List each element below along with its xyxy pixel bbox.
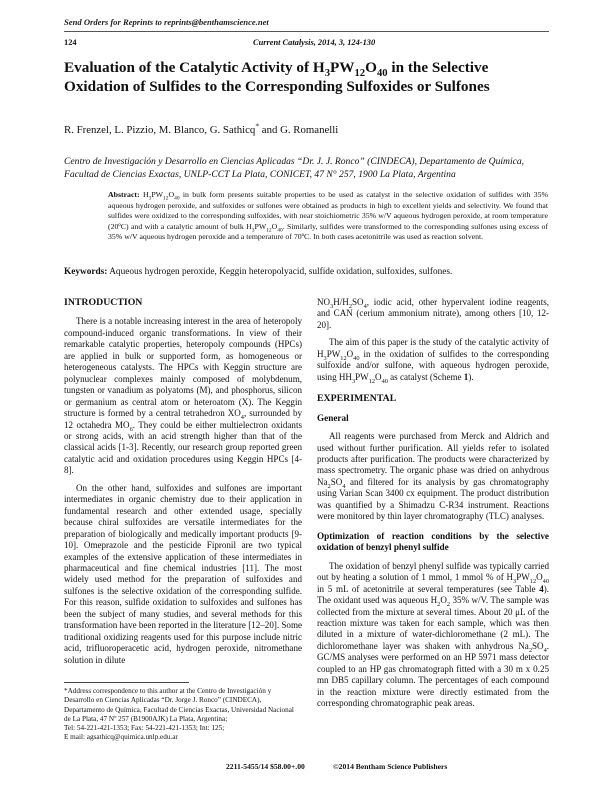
- general-paragraph: All reagents were purchased from Merck and Aldrich and used without further purification. All yields refer to isolated products after purification. The products were characterized by mass spectrometry. The organic phase was dried on anhydrous $Na_2SO_4$ and filtered for its analysis by gas chromatography using Varian Scan 3400 cx equipment. The product distribution was quantified by a Shimadzu C-R34 instrument. Reactions were monitored by thin layer chromatography (TLC) analyses.: [317, 431, 549, 522]
- aim-paragraph: The aim of this paper is the study of the catalytic activity of $H_3PW_{12}O_{40}$ in the oxidation of sulfides to the corresponding sulfoxide and/or sulfone, with aqueous hydrogen peroxide, using $HH_3PW_{12}O_{40}$ as catalyst (Scheme 1).: [317, 337, 549, 385]
- header-rule: [64, 31, 549, 32]
- scheme-ref[interactable]: 1: [463, 371, 469, 382]
- introduction-heading: INTRODUCTION: [64, 297, 143, 308]
- general-heading: General: [317, 412, 349, 423]
- reprint-notice: Send Orders for Reprints to reprints@benthamscience.net: [64, 17, 269, 27]
- affiliation: Centro de Investigación y Desarrollo en Ciencias Aplicadas “Dr. J. J. Ronco” (CINDECA), Departamento de Química, Facultad de Ciencias Exactas, UNLP-CCT La Plata, CONICET, 47 N° 257, 1900 La Plata, Argentina: [64, 156, 525, 180]
- page-number: 124: [64, 38, 77, 47]
- table-ref[interactable]: 4: [539, 583, 544, 594]
- issn-price: 2211-5455/14 $58.00+.00: [226, 762, 305, 771]
- running-head: Current Catalysis, 2014, 3, 124-130: [253, 38, 376, 47]
- optimization-paragraph: The oxidation of benzyl phenyl sulfide was typically carried out by heating a solution of 1 mmol, 1 mmol % of $H_3PW_{12}O_{40}$ in 5 mL of acetonitrile at several temperatures (see Table 4). The oxidant used was aqueous $H_2O_2$ 35% w/V. The sample was collected from the mixture at several times. About 20 μL of the reaction mixture was taken for each sample, which was then diluted in a mixture of water-dichloromethane (2 mL). The dichloromethane layer was shaken with anhydrous $Na_2SO_4$. GC/MS analyses were performed on an HP 5971 mass detector coupled to an HP gas chromatograph fitted with a 30 m x 0.25 mn DB5 capillary column. The percentages of each compound in the reaction mixture were directly estimated from the corresponding chromatographic peak areas.: [317, 560, 549, 709]
- intro-continuation: $NO_3H/H_2SO_4$, iodic acid, other hypervalent iodine reagents, and CAN (cerium ammonium nitrate), among others [10, 12-20].: [317, 297, 549, 330]
- optimization-heading: Optimization of reaction conditions by the selective oxidation of benzyl phenyl sulfide: [317, 530, 549, 553]
- footnote-rule: [64, 682, 189, 683]
- experimental-heading: EXPERIMENTAL: [317, 393, 397, 405]
- article-title: Evaluation of the Catalytic Activity of $H_3PW_{12}O_{40}$ in the Selective Oxidation of Sulfides to the Corresponding Sulfoxides or Sulfones: [64, 59, 490, 95]
- left-column: [64, 297, 302, 672]
- keywords: Keywords: Aqueous hydrogen peroxide, Keggin heteropolyacid, sulfide oxidation, sulfoxides, sulfones.: [64, 267, 453, 277]
- intro-paragraph-2: On the other hand, sulfoxides and sulfones are important intermediates in organic chemistry due to their application in fundamental research and other extended usage, specially because chiral sulfoxides are versatile intermediates for the preparation of biologically and medically important products [9-10]. Omeprazole and the pesticide Fipronil are two typical examples of the extensive application of these intermediates in pharmaceutical and fine chemical industries [11]. The most widely used method for the preparation of sulfoxides and sulfones is the selective oxidation of the corresponding sulfide. For this reason, sulfide oxidation to sulfoxides and sulfones has been the subject of many studies, and several methods for this transformation have been reported in the literature [12–20]. Some traditional oxidizing reagents used for this purpose include nitric acid, trifluoroperacetic acid, hydrogen peroxide, nitromethane solution in dilute: [64, 482, 302, 665]
- correspondence-footnote: *Address correspondence to this author at the Centro de Investigación y Desarrollo en Ciencias Aplicadas “Dr. Jorge J. Ronco” (CINDECA), Departamento de Química, Facultad de Ciencias Exactas, Universidad Nacional de La Plata, 47 Nº 257 (B1900AJK) La Plata, Argentina; Tel: 54-221-421-1353; Fax: 54-221-421-1353; Int: 125; E mail: agsathicq@quimica.unlp.edu.ar: [64, 687, 302, 743]
- abstract: Abstract: $H_3PW_{12}O_{40}$ in bulk form presents suitable properties to be used as catalyst in the selective oxidation of sulfides with 35% aqueous hydrogen peroxide, and sulfoxides or sulfones were obtained as products in high to excellent yields and selectivity. We found that sulfides were oxidized to the corresponding sulfoxides, with near stoichiometric 35% w/V aqueous hydrogen peroxide, at room temperature (20ºC) and with a catalytic amount of bulk $H_3PW_{12}O_{40}$. Similarly, sulfides were transformed to the corresponding sulfones using excess of 35% w/V aqueous hydrogen peroxide and a temperature of 70ºC. In both cases acetonitrile was used as reaction solvent.: [108, 190, 548, 242]
- copyright: ©2014 Bentham Science Publishers: [333, 762, 448, 771]
- right-column: [317, 297, 549, 716]
- author-email[interactable]: E mail: agsathicq@quimica.unlp.edu.ar: [64, 733, 178, 742]
- author-list: R. Frenzel, L. Pizzio, M. Blanco, G. Sathicq* and G. Romanelli: [64, 121, 339, 136]
- intro-paragraph-1: There is a notable increasing interest in the area of heteropoly compound-induced organic transformations. In view of their remarkable catalytic properties, heteropoly compounds (HPCs) are applied in bulk or supported form, as homogeneous or heterogeneous catalysts. The HPCs with Keggin structure are polynuclear complexes mainly composed of molybdenum, tungsten or vanadium as polyatoms (M), and phosphorus, silicon or germanium as central atom or heteroatom (X). The Keggin structure is formed by a central tetrahedron $XO_4$, surrounded by 12 octahedra $MO_6$. They could be either multielectron oxidants or strong acids, with an acid strength higher than that of the classical acids [1-3]. Recently, our research group reported green catalytic acid and oxidation procedures using Keggin HPCs [4-8].: [64, 316, 302, 476]
